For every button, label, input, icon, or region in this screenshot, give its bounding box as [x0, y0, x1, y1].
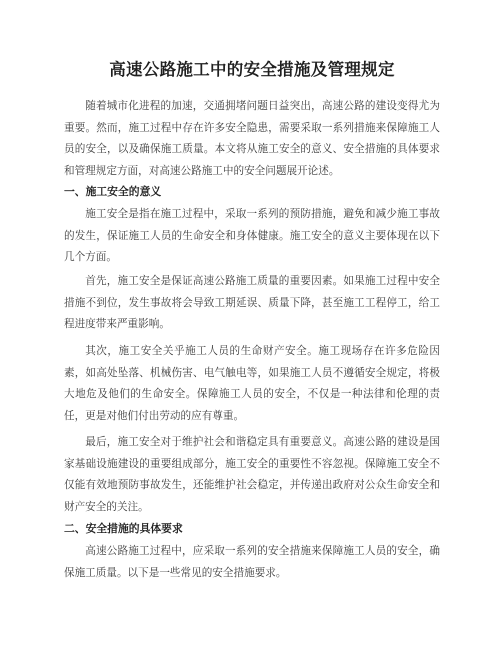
- section-1-paragraph-4: 最后，施工安全对于维护社会和谐稳定具有重要意义。高速公路的建设是国家基础设施建设的重要组成部分，施工安全的重要性不容忽视。保障施工安全不仅能有效地预防事故发生，还能维护社会稳定，并传递出政府对公众生命安全和财产安全的关注。: [64, 436, 440, 513]
- section-heading-2: 二、安全措施的具体要求: [64, 522, 183, 535]
- document-title: 高速公路施工中的安全措施及管理规定: [109, 60, 395, 79]
- intro-paragraph: 随着城市化进程的加速，交通拥堵问题日益突出，高速公路的建设变得尤为重要。然而，施工过程中存在许多安全隐患，需要采取一系列措施来保障施工人员的安全，以及确保施工质量。本文将从施工安全的意义、安全措施的具体要求和管理规定方面，对高速公路施工中的安全问题展开论述。: [64, 100, 440, 177]
- section-1-paragraph-2: 首先，施工安全是保证高速公路施工质量的重要因素。如果施工过程中安全措施不到位，发生事故将会导致工期延误、质量下降，甚至施工工程停工，给工程进度带来严重影响。: [64, 275, 440, 330]
- section-heading-1: 一、施工安全的意义: [64, 185, 162, 198]
- section-1-paragraph-1: 施工安全是指在施工过程中，采取一系列的预防措施，避免和减少施工事故的发生，保证施工人员的生命安全和身体健康。施工安全的意义主要体现在以下几个方面。: [64, 208, 440, 263]
- section-1-paragraph-3: 其次，施工安全关乎施工人员的生命财产安全。施工现场存在许多危险因素，如高处坠落、机械伤害、电气触电等，如果施工人员不遵循安全规定，将极大地危及他们的生命安全。保障施工人员的安全，不仅是一种法律和伦理的责任，更是对他们付出劳动的应有尊重。: [64, 345, 440, 422]
- section-2-paragraph-1: 高速公路施工过程中，应采取一系列的安全措施来保障施工人员的安全，确保施工质量。以下是一些常见的安全措施要求。: [64, 545, 440, 579]
